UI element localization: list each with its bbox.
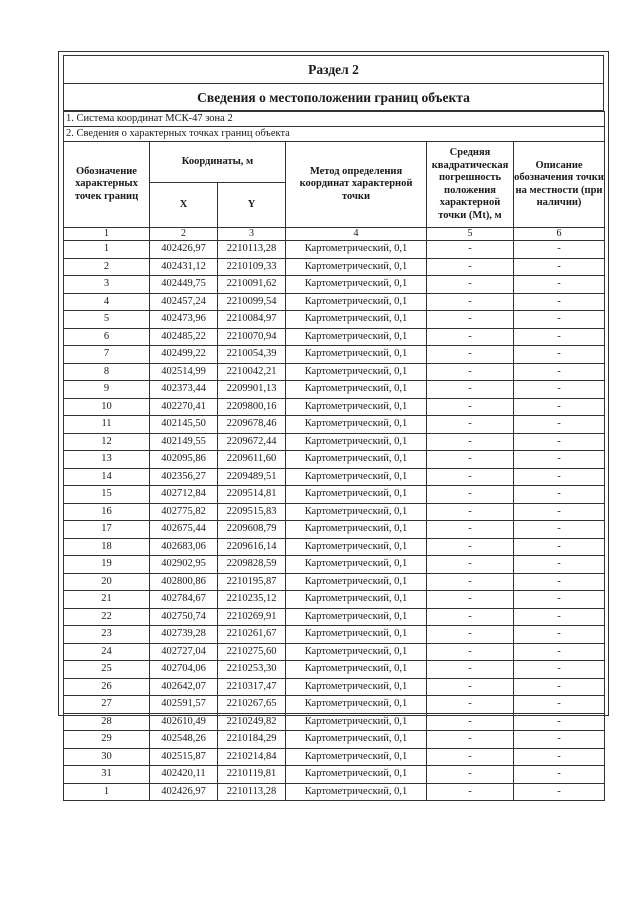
table-row bbox=[64, 696, 605, 714]
x-coordinate-cell: 402426,97 bbox=[150, 783, 218, 801]
point-number-cell: 3 bbox=[64, 276, 150, 294]
description-cell: - bbox=[514, 398, 605, 416]
method-cell: Картометрический, 0,1 bbox=[286, 626, 427, 644]
y-coordinate-cell: 2210275,60 bbox=[218, 643, 286, 661]
method-cell: Картометрический, 0,1 bbox=[286, 713, 427, 731]
table-row bbox=[64, 311, 605, 329]
error-cell: - bbox=[427, 241, 514, 259]
method-cell: Картометрический, 0,1 bbox=[286, 433, 427, 451]
error-cell: - bbox=[427, 503, 514, 521]
method-cell: Картометрический, 0,1 bbox=[286, 608, 427, 626]
y-coordinate-cell: 2210054,39 bbox=[218, 346, 286, 364]
point-number-cell: 20 bbox=[64, 573, 150, 591]
description-cell: - bbox=[514, 748, 605, 766]
x-coordinate-cell: 402515,87 bbox=[150, 748, 218, 766]
x-coordinate-cell: 402591,57 bbox=[150, 696, 218, 714]
point-number-cell: 13 bbox=[64, 451, 150, 469]
y-coordinate-cell: 2210253,30 bbox=[218, 661, 286, 679]
method-cell: Картометрический, 0,1 bbox=[286, 748, 427, 766]
description-cell: - bbox=[514, 451, 605, 469]
y-coordinate-cell: 2210119,81 bbox=[218, 766, 286, 784]
y-coordinate-cell: 2210195,87 bbox=[218, 573, 286, 591]
point-number-cell: 24 bbox=[64, 643, 150, 661]
point-number-cell: 8 bbox=[64, 363, 150, 381]
x-coordinate-cell: 402145,50 bbox=[150, 416, 218, 434]
table-row bbox=[64, 468, 605, 486]
method-cell: Картометрический, 0,1 bbox=[286, 643, 427, 661]
y-coordinate-cell: 2210113,28 bbox=[218, 783, 286, 801]
x-coordinate-cell: 402739,28 bbox=[150, 626, 218, 644]
point-number-cell: 26 bbox=[64, 678, 150, 696]
error-cell: - bbox=[427, 661, 514, 679]
method-cell: Картометрический, 0,1 bbox=[286, 468, 427, 486]
point-number-cell: 12 bbox=[64, 433, 150, 451]
table-row bbox=[64, 608, 605, 626]
point-number-cell: 21 bbox=[64, 591, 150, 609]
x-coordinate-cell: 402784,67 bbox=[150, 591, 218, 609]
description-cell: - bbox=[514, 766, 605, 784]
description-cell: - bbox=[514, 311, 605, 329]
table-row bbox=[64, 503, 605, 521]
y-coordinate-cell: 2209611,60 bbox=[218, 451, 286, 469]
y-coordinate-cell: 2210113,28 bbox=[218, 241, 286, 259]
error-cell: - bbox=[427, 643, 514, 661]
error-cell: - bbox=[427, 381, 514, 399]
point-number-cell: 27 bbox=[64, 696, 150, 714]
column-number: 1 bbox=[64, 228, 150, 241]
y-coordinate-cell: 2209489,51 bbox=[218, 468, 286, 486]
description-cell: - bbox=[514, 346, 605, 364]
point-number-cell: 11 bbox=[64, 416, 150, 434]
y-coordinate-cell: 2209901,13 bbox=[218, 381, 286, 399]
description-cell: - bbox=[514, 731, 605, 749]
error-cell: - bbox=[427, 293, 514, 311]
method-cell: Картометрический, 0,1 bbox=[286, 696, 427, 714]
y-coordinate-cell: 2209800,16 bbox=[218, 398, 286, 416]
y-coordinate-cell: 2210042,21 bbox=[218, 363, 286, 381]
y-coordinate-cell: 2210070,94 bbox=[218, 328, 286, 346]
description-cell: - bbox=[514, 591, 605, 609]
table-row bbox=[64, 346, 605, 364]
error-cell: - bbox=[427, 276, 514, 294]
description-cell: - bbox=[514, 363, 605, 381]
method-cell: Картометрический, 0,1 bbox=[286, 241, 427, 259]
table-row bbox=[64, 783, 605, 801]
x-coordinate-cell: 402642,07 bbox=[150, 678, 218, 696]
x-coordinate-cell: 402514,99 bbox=[150, 363, 218, 381]
point-number-cell: 1 bbox=[64, 783, 150, 801]
y-coordinate-cell: 2209672,44 bbox=[218, 433, 286, 451]
point-number-cell: 14 bbox=[64, 468, 150, 486]
description-cell: - bbox=[514, 468, 605, 486]
table-row bbox=[64, 591, 605, 609]
method-cell: Картометрический, 0,1 bbox=[286, 398, 427, 416]
error-cell: - bbox=[427, 486, 514, 504]
error-cell: - bbox=[427, 783, 514, 801]
y-coordinate-cell: 2210184,29 bbox=[218, 731, 286, 749]
table-row bbox=[64, 433, 605, 451]
method-cell: Картометрический, 0,1 bbox=[286, 311, 427, 329]
header-method: Метод определения координат характерной точки bbox=[286, 142, 427, 228]
description-cell: - bbox=[514, 696, 605, 714]
y-coordinate-cell: 2210109,33 bbox=[218, 258, 286, 276]
table-row bbox=[64, 538, 605, 556]
method-cell: Картометрический, 0,1 bbox=[286, 276, 427, 294]
table-row bbox=[64, 661, 605, 679]
error-cell: - bbox=[427, 346, 514, 364]
error-cell: - bbox=[427, 258, 514, 276]
error-cell: - bbox=[427, 468, 514, 486]
description-cell: - bbox=[514, 556, 605, 574]
method-cell: Картометрический, 0,1 bbox=[286, 258, 427, 276]
description-cell: - bbox=[514, 276, 605, 294]
error-cell: - bbox=[427, 433, 514, 451]
description-cell: - bbox=[514, 643, 605, 661]
method-cell: Картометрический, 0,1 bbox=[286, 678, 427, 696]
x-coordinate-cell: 402675,44 bbox=[150, 521, 218, 539]
description-cell: - bbox=[514, 416, 605, 434]
description-cell: - bbox=[514, 521, 605, 539]
x-coordinate-cell: 402610,49 bbox=[150, 713, 218, 731]
method-cell: Картометрический, 0,1 bbox=[286, 328, 427, 346]
x-coordinate-cell: 402727,04 bbox=[150, 643, 218, 661]
x-coordinate-cell: 402149,55 bbox=[150, 433, 218, 451]
x-coordinate-cell: 402356,27 bbox=[150, 468, 218, 486]
y-coordinate-cell: 2209515,83 bbox=[218, 503, 286, 521]
error-cell: - bbox=[427, 538, 514, 556]
method-cell: Картометрический, 0,1 bbox=[286, 346, 427, 364]
table-row bbox=[64, 748, 605, 766]
point-number-cell: 30 bbox=[64, 748, 150, 766]
x-coordinate-cell: 402431,12 bbox=[150, 258, 218, 276]
point-number-cell: 9 bbox=[64, 381, 150, 399]
method-cell: Картометрический, 0,1 bbox=[286, 363, 427, 381]
error-cell: - bbox=[427, 678, 514, 696]
column-number-row bbox=[64, 228, 605, 241]
x-coordinate-cell: 402902,95 bbox=[150, 556, 218, 574]
error-cell: - bbox=[427, 748, 514, 766]
y-coordinate-cell: 2210091,62 bbox=[218, 276, 286, 294]
column-number: 6 bbox=[514, 228, 605, 241]
description-cell: - bbox=[514, 381, 605, 399]
point-number-cell: 5 bbox=[64, 311, 150, 329]
error-cell: - bbox=[427, 591, 514, 609]
method-cell: Картометрический, 0,1 bbox=[286, 293, 427, 311]
description-cell: - bbox=[514, 626, 605, 644]
description-cell: - bbox=[514, 503, 605, 521]
method-cell: Картометрический, 0,1 bbox=[286, 661, 427, 679]
error-cell: - bbox=[427, 556, 514, 574]
method-cell: Картометрический, 0,1 bbox=[286, 556, 427, 574]
x-coordinate-cell: 402548,26 bbox=[150, 731, 218, 749]
point-number-cell: 25 bbox=[64, 661, 150, 679]
header-description: Описание обозначения точки на местности (при наличии) bbox=[514, 142, 605, 228]
table-row bbox=[64, 766, 605, 784]
point-number-cell: 17 bbox=[64, 521, 150, 539]
description-cell: - bbox=[514, 258, 605, 276]
method-cell: Картометрический, 0,1 bbox=[286, 451, 427, 469]
description-cell: - bbox=[514, 678, 605, 696]
point-number-cell: 15 bbox=[64, 486, 150, 504]
error-cell: - bbox=[427, 713, 514, 731]
section-subtitle: Сведения о местоположении границ объекта bbox=[197, 90, 470, 105]
point-number-cell: 23 bbox=[64, 626, 150, 644]
table-row bbox=[64, 398, 605, 416]
x-coordinate-cell: 402499,22 bbox=[150, 346, 218, 364]
x-coordinate-cell: 402426,97 bbox=[150, 241, 218, 259]
error-cell: - bbox=[427, 608, 514, 626]
y-coordinate-cell: 2210261,67 bbox=[218, 626, 286, 644]
point-number-cell: 6 bbox=[64, 328, 150, 346]
x-coordinate-cell: 402683,06 bbox=[150, 538, 218, 556]
table-row bbox=[64, 521, 605, 539]
error-cell: - bbox=[427, 398, 514, 416]
header-mean-error: Средняя квадратическая погрешность положения характерной точки (Mt), м bbox=[427, 142, 514, 228]
description-cell: - bbox=[514, 293, 605, 311]
error-cell: - bbox=[427, 416, 514, 434]
y-coordinate-cell: 2210235,12 bbox=[218, 591, 286, 609]
method-cell: Картометрический, 0,1 bbox=[286, 503, 427, 521]
points-heading-line: 2. Сведения о характерных точках границ объекта bbox=[64, 127, 605, 142]
y-coordinate-cell: 2209608,79 bbox=[218, 521, 286, 539]
x-coordinate-cell: 402449,75 bbox=[150, 276, 218, 294]
point-number-cell: 28 bbox=[64, 713, 150, 731]
description-cell: - bbox=[514, 661, 605, 679]
x-coordinate-cell: 402373,44 bbox=[150, 381, 218, 399]
method-cell: Картометрический, 0,1 bbox=[286, 766, 427, 784]
table-row bbox=[64, 328, 605, 346]
table-row bbox=[64, 293, 605, 311]
table-row bbox=[64, 713, 605, 731]
header-x: X bbox=[150, 183, 218, 228]
table-row bbox=[64, 678, 605, 696]
table-row bbox=[64, 556, 605, 574]
point-number-cell: 29 bbox=[64, 731, 150, 749]
description-cell: - bbox=[514, 433, 605, 451]
method-cell: Картометрический, 0,1 bbox=[286, 783, 427, 801]
point-number-cell: 16 bbox=[64, 503, 150, 521]
table-row bbox=[64, 363, 605, 381]
point-number-cell: 18 bbox=[64, 538, 150, 556]
x-coordinate-cell: 402420,11 bbox=[150, 766, 218, 784]
description-cell: - bbox=[514, 608, 605, 626]
y-coordinate-cell: 2210084,97 bbox=[218, 311, 286, 329]
y-coordinate-cell: 2210269,91 bbox=[218, 608, 286, 626]
column-number: 2 bbox=[150, 228, 218, 241]
table-row bbox=[64, 573, 605, 591]
description-cell: - bbox=[514, 328, 605, 346]
table-row bbox=[64, 416, 605, 434]
method-cell: Картометрический, 0,1 bbox=[286, 486, 427, 504]
y-coordinate-cell: 2210317,47 bbox=[218, 678, 286, 696]
point-number-cell: 7 bbox=[64, 346, 150, 364]
y-coordinate-cell: 2209514,81 bbox=[218, 486, 286, 504]
description-cell: - bbox=[514, 241, 605, 259]
x-coordinate-cell: 402485,22 bbox=[150, 328, 218, 346]
x-coordinate-cell: 402712,84 bbox=[150, 486, 218, 504]
x-coordinate-cell: 402800,86 bbox=[150, 573, 218, 591]
table-row bbox=[64, 626, 605, 644]
error-cell: - bbox=[427, 363, 514, 381]
header-point-designation: Обозначение характерных точек границ bbox=[64, 142, 150, 228]
x-coordinate-cell: 402473,96 bbox=[150, 311, 218, 329]
x-coordinate-cell: 402775,82 bbox=[150, 503, 218, 521]
table-row bbox=[64, 643, 605, 661]
y-coordinate-cell: 2209616,14 bbox=[218, 538, 286, 556]
point-number-cell: 22 bbox=[64, 608, 150, 626]
error-cell: - bbox=[427, 731, 514, 749]
table-row bbox=[64, 486, 605, 504]
table-row bbox=[64, 258, 605, 276]
method-cell: Картометрический, 0,1 bbox=[286, 521, 427, 539]
y-coordinate-cell: 2209828,59 bbox=[218, 556, 286, 574]
error-cell: - bbox=[427, 626, 514, 644]
header-coordinates: Координаты, м bbox=[150, 142, 286, 183]
x-coordinate-cell: 402270,41 bbox=[150, 398, 218, 416]
point-number-cell: 31 bbox=[64, 766, 150, 784]
method-cell: Картометрический, 0,1 bbox=[286, 591, 427, 609]
x-coordinate-cell: 402095,86 bbox=[150, 451, 218, 469]
description-cell: - bbox=[514, 573, 605, 591]
error-cell: - bbox=[427, 573, 514, 591]
table-row bbox=[64, 241, 605, 259]
table-row bbox=[64, 451, 605, 469]
error-cell: - bbox=[427, 696, 514, 714]
point-number-cell: 2 bbox=[64, 258, 150, 276]
column-number: 5 bbox=[427, 228, 514, 241]
point-number-cell: 1 bbox=[64, 241, 150, 259]
coordinate-system-line: 1. Система координат МСК-47 зона 2 bbox=[64, 112, 605, 127]
x-coordinate-cell: 402704,06 bbox=[150, 661, 218, 679]
description-cell: - bbox=[514, 538, 605, 556]
x-coordinate-cell: 402750,74 bbox=[150, 608, 218, 626]
y-coordinate-cell: 2210249,82 bbox=[218, 713, 286, 731]
column-number: 4 bbox=[286, 228, 427, 241]
method-cell: Картометрический, 0,1 bbox=[286, 381, 427, 399]
method-cell: Картометрический, 0,1 bbox=[286, 731, 427, 749]
point-number-cell: 10 bbox=[64, 398, 150, 416]
x-coordinate-cell: 402457,24 bbox=[150, 293, 218, 311]
point-number-cell: 4 bbox=[64, 293, 150, 311]
error-cell: - bbox=[427, 451, 514, 469]
y-coordinate-cell: 2209678,46 bbox=[218, 416, 286, 434]
point-number-cell: 19 bbox=[64, 556, 150, 574]
method-cell: Картометрический, 0,1 bbox=[286, 416, 427, 434]
method-cell: Картометрический, 0,1 bbox=[286, 573, 427, 591]
error-cell: - bbox=[427, 328, 514, 346]
description-cell: - bbox=[514, 783, 605, 801]
y-coordinate-cell: 2210214,84 bbox=[218, 748, 286, 766]
points-rows bbox=[64, 241, 605, 801]
description-cell: - bbox=[514, 713, 605, 731]
table-row bbox=[64, 276, 605, 294]
error-cell: - bbox=[427, 766, 514, 784]
column-number: 3 bbox=[218, 228, 286, 241]
boundary-points-table bbox=[63, 111, 605, 801]
error-cell: - bbox=[427, 521, 514, 539]
y-coordinate-cell: 2210099,54 bbox=[218, 293, 286, 311]
table-row bbox=[64, 731, 605, 749]
description-cell: - bbox=[514, 486, 605, 504]
error-cell: - bbox=[427, 311, 514, 329]
method-cell: Картометрический, 0,1 bbox=[286, 538, 427, 556]
section-title: Раздел 2 bbox=[308, 62, 359, 77]
header-y: Y bbox=[218, 183, 286, 228]
table-row bbox=[64, 381, 605, 399]
y-coordinate-cell: 2210267,65 bbox=[218, 696, 286, 714]
